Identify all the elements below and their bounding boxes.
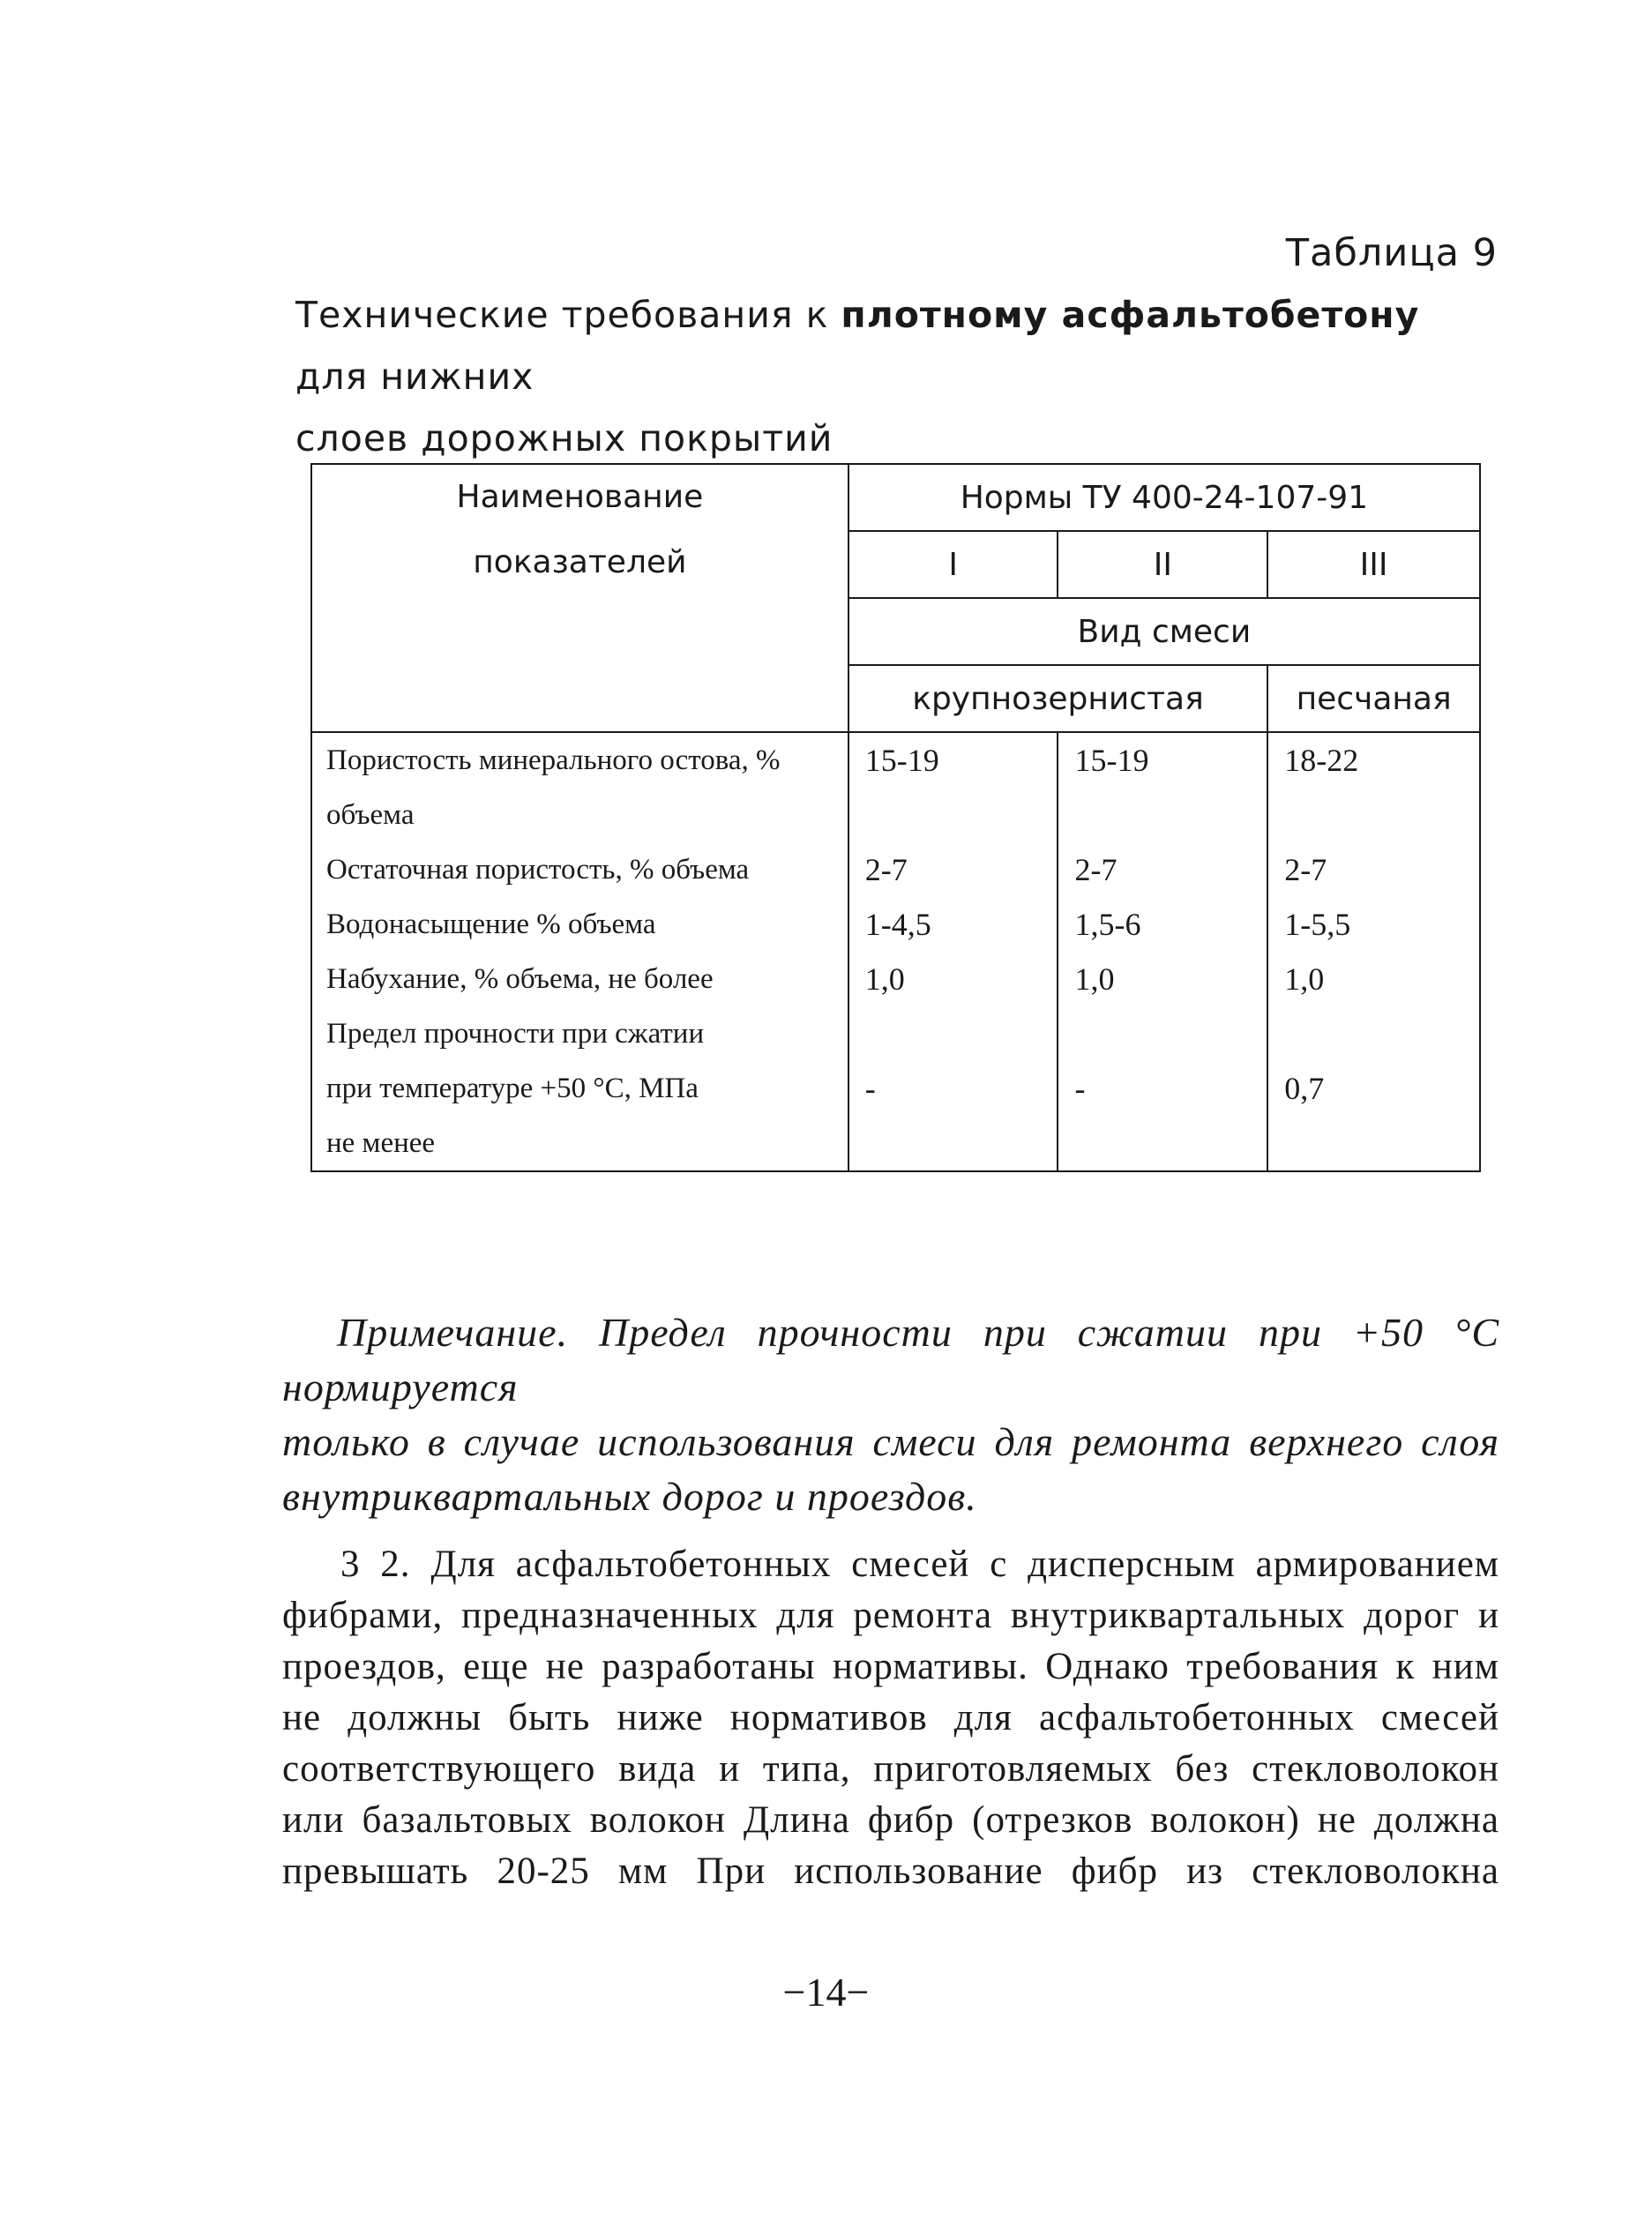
paragraph-line: соответствующего вида и типа, приготовляемых без стекловолокон (282, 1748, 1499, 1790)
paragraph-line: не должны быть ниже нормативов для асфальтобетонных смесей (282, 1697, 1499, 1738)
table-number-label: Таблица 9 (1285, 231, 1498, 275)
table-cell (1284, 1006, 1479, 1061)
table-cell: 1,0 (1074, 961, 1115, 997)
caption-bold: плотному асфальтобетону (841, 294, 1420, 336)
paragraph-line: проездов, еще не разработаны нормативы. Однако требования к ним (282, 1646, 1499, 1687)
page-number: −14− (782, 1970, 870, 2015)
mix-type-header: Вид смеси (848, 598, 1480, 665)
table-cell: 1-4,5 (864, 907, 931, 942)
table-caption (295, 284, 1504, 469)
caption-part1: Технические требования к (295, 294, 841, 336)
indicator-name: Пористость минерального остова, % (326, 744, 781, 776)
table-cell: 1,0 (864, 961, 905, 997)
paragraph-line: превышать 20-25 мм При использование фибр из стекловолокна (282, 1850, 1499, 1892)
paragraph-line: или базальтовых волокон Длина фибр (отрезков волокон) не должна (282, 1799, 1499, 1841)
indicator-name: при температуре +50 °С, МПа (326, 1072, 699, 1104)
indicator-name-header (311, 464, 848, 732)
body-paragraph (282, 1539, 1499, 1897)
table-cell: 15-19 (1074, 743, 1149, 778)
table-cell (865, 1006, 1058, 1061)
table-cell: 18-22 (1284, 743, 1359, 778)
class-1-values (848, 732, 1058, 1171)
indicator-names-cell (311, 732, 848, 1171)
note-line: Примечание. Предел прочности при сжатии при +50 °С нормируется (282, 1310, 1499, 1409)
table-cell: 15-19 (864, 743, 939, 778)
table-cell (1074, 788, 1267, 842)
mix-coarse-header: крупнозернистая (848, 665, 1267, 732)
indicator-name-header-line2: показателей (473, 544, 687, 580)
requirements-table (310, 463, 1481, 1172)
table-cell: 1,5-6 (1074, 907, 1141, 942)
note-line: внутриквартальных дорог и проездов. (282, 1474, 977, 1519)
indicator-name: Водонасыщение % объема (326, 908, 656, 940)
table-cell: 0,7 (1284, 1071, 1325, 1106)
indicator-name-header-line1: Наименование (456, 479, 704, 515)
table-cell: - (864, 1071, 876, 1106)
table-cell (865, 1116, 1058, 1170)
paragraph-line: 3 2. Для асфальтобетонных смесей с дисперсным армированием (340, 1544, 1499, 1585)
table-cell (1284, 788, 1479, 842)
table-cell: 2-7 (1284, 852, 1327, 887)
table-cell (1284, 1116, 1479, 1170)
paragraph-line: фибрами, предназначенных для ремонта внутриквартальных дорог и (282, 1595, 1499, 1636)
indicator-name: объема (326, 798, 415, 831)
table-cell: - (1074, 1071, 1086, 1106)
class-3-values (1267, 732, 1480, 1171)
table-cell (865, 788, 1058, 842)
indicator-name: Предел прочности при сжатии (326, 1017, 705, 1050)
caption-part2: для нижних (295, 355, 534, 398)
table-cell (1074, 1006, 1267, 1061)
class-header-2: II (1058, 531, 1267, 598)
table-cell: 2-7 (864, 852, 908, 887)
table-note (282, 1305, 1499, 1524)
table-cell: 1-5,5 (1284, 907, 1351, 942)
indicator-name: Остаточная пористость, % объема (326, 853, 750, 886)
table-cell: 1,0 (1284, 961, 1325, 997)
caption-line2: слоев дорожных покрытий (295, 417, 833, 460)
indicator-name: Набухание, % объема, не более (326, 962, 714, 995)
class-header-3: III (1267, 531, 1480, 598)
mix-sand-header: песчаная (1267, 665, 1480, 732)
indicator-name: не менее (326, 1126, 436, 1159)
table-cell (1074, 1116, 1267, 1170)
norms-header: Нормы ТУ 400-24-107-91 (848, 464, 1480, 531)
class-header-1: I (848, 531, 1058, 598)
note-line: только в случае использования смеси для ремонта верхнего слоя (282, 1419, 1499, 1464)
table-cell: 2-7 (1074, 852, 1118, 887)
class-2-values (1058, 732, 1267, 1171)
